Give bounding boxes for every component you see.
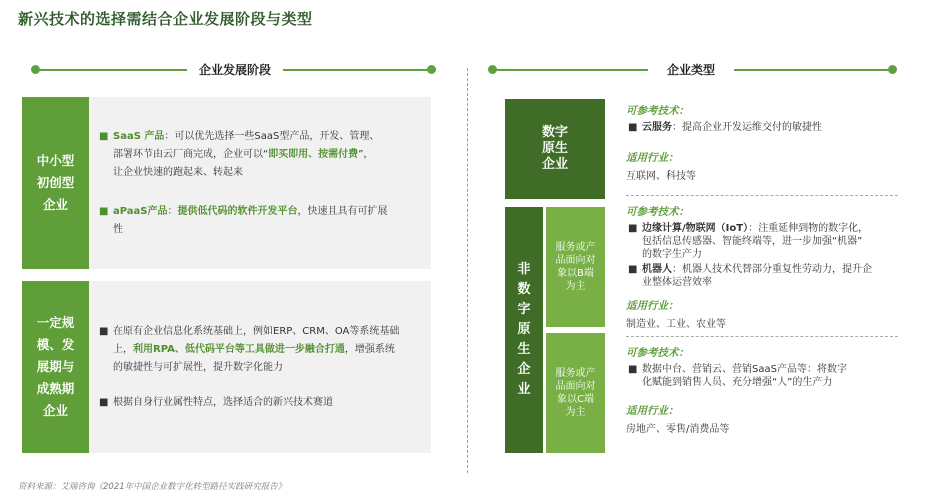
text-line bbox=[113, 359, 425, 377]
bullet-icon: ■ bbox=[99, 397, 109, 408]
type-label-char: 业 bbox=[517, 382, 531, 397]
tech-item bbox=[626, 121, 898, 134]
text-line bbox=[113, 323, 425, 341]
text-line bbox=[113, 203, 425, 221]
text-run: 上， bbox=[113, 344, 133, 355]
stage-bullet-text bbox=[113, 203, 425, 239]
industry-text: 房地产、零售/消费品等 bbox=[626, 424, 730, 435]
type-label-char: 非 bbox=[517, 262, 531, 277]
ref-tech-heading: 可参考技术： bbox=[626, 105, 689, 117]
text-highlight: 利用RPA、低代码平台等工具做进一步融合打通 bbox=[133, 344, 345, 355]
bullet-icon: ■ bbox=[99, 131, 109, 142]
bullet-icon: ■ bbox=[99, 206, 109, 217]
text-run: 在原有企业信息化系统基础上，例如ERP、CRM、OA等系统基础 bbox=[113, 326, 400, 337]
type-label-line: 原生 bbox=[541, 141, 568, 156]
stage-label-line: 成熟期 bbox=[36, 381, 75, 396]
text-line bbox=[642, 222, 898, 235]
subtype-label-line: 服务或产 bbox=[555, 242, 596, 253]
type-non-digital-native bbox=[505, 207, 543, 453]
text-run: ”， bbox=[358, 149, 374, 160]
tech-item-name: 边缘计算/物联网（IoT） bbox=[642, 223, 749, 234]
text-line bbox=[642, 263, 898, 276]
text-line bbox=[113, 394, 425, 412]
type-label-line: 数字 bbox=[541, 125, 568, 140]
industry-text: 制造业、工业、农业等 bbox=[626, 319, 726, 330]
stage-label-line: 模、发 bbox=[36, 337, 75, 352]
text-line: 数据中台、营销云、营销SaaS产品等：将数字 bbox=[642, 364, 847, 375]
stage-label-line: 企业 bbox=[42, 197, 68, 212]
text-line bbox=[113, 146, 425, 164]
ref-tech-heading: 可参考技术： bbox=[626, 347, 689, 359]
bullet-icon: ■ bbox=[99, 326, 109, 337]
text-run: 的敏捷性与可扩展性，提升数字化能力 bbox=[113, 362, 283, 373]
industry-heading: 适用行业： bbox=[626, 152, 679, 164]
subtype-label-line: 象以B端 bbox=[557, 268, 594, 279]
stage-label-line: 中小型 bbox=[36, 153, 75, 168]
tech-item-desc: 注重延伸到物的数字化， bbox=[758, 223, 869, 234]
bullet-icon: ■ bbox=[628, 223, 638, 234]
tech-item-name: 云服务 bbox=[642, 122, 672, 133]
section-line-dot-icon bbox=[888, 65, 897, 74]
colon: ： bbox=[672, 264, 682, 275]
tech-item-desc: 提高企业开发运维交付的敏捷性 bbox=[682, 122, 822, 133]
bullet-icon: ■ bbox=[628, 264, 638, 275]
text-run: ，增强系统 bbox=[344, 344, 395, 355]
page-title: 新兴技术的选择需结合企业发展阶段与类型 bbox=[18, 10, 313, 28]
subtype-label-line: 象以C端 bbox=[557, 394, 594, 405]
text-line bbox=[113, 128, 425, 146]
tech-item-desc: 机器人技术代替部分重复性劳动力，提升企 bbox=[682, 264, 872, 275]
tech-block-b-end bbox=[626, 206, 898, 331]
section-divider bbox=[467, 68, 468, 473]
tech-item bbox=[626, 222, 898, 261]
stage-label-line: 展期与 bbox=[36, 359, 75, 374]
stage-label-line: 初创型 bbox=[36, 175, 75, 190]
stage-label-startup bbox=[22, 97, 89, 269]
type-label-line: 企业 bbox=[541, 157, 568, 172]
type-label-char: 生 bbox=[517, 342, 531, 357]
bullet-icon: ■ bbox=[628, 122, 638, 133]
subtype-c-end bbox=[546, 333, 605, 453]
type-label-char: 字 bbox=[517, 302, 531, 317]
tech-item-name: 机器人 bbox=[642, 264, 672, 275]
subtype-label-line: 品面向对 bbox=[555, 255, 596, 266]
text-run: ：可以优先选择一些SaaS型产品，开发、管理、 bbox=[164, 131, 380, 142]
stage-label-line: 企业 bbox=[42, 403, 68, 418]
text-highlight: SaaS 产品 bbox=[113, 131, 165, 142]
text-run: ： bbox=[167, 206, 178, 217]
industry-text: 互联网、科技等 bbox=[626, 171, 696, 182]
text-highlight: 提供低代码的软件开发平台 bbox=[177, 206, 298, 217]
subtype-label-line: 服务或产 bbox=[555, 368, 596, 379]
tech-item bbox=[626, 363, 898, 389]
block-separator bbox=[626, 195, 898, 196]
stage-label-mature bbox=[22, 281, 89, 453]
text-run: ，快速且具有可扩展 bbox=[297, 206, 388, 217]
type-label-char: 原 bbox=[517, 322, 531, 337]
stage-panel-mature bbox=[89, 281, 431, 453]
block-separator bbox=[626, 336, 898, 337]
industry-heading: 适用行业： bbox=[626, 300, 679, 312]
ref-tech-heading: 可参考技术： bbox=[626, 206, 689, 218]
right-section-heading: 企业类型 bbox=[648, 61, 734, 78]
text-run: 部署环节由云厂商完成，企业可以“ bbox=[113, 149, 269, 160]
section-line-dot-icon bbox=[427, 65, 436, 74]
colon: ： bbox=[672, 122, 682, 133]
text-line bbox=[113, 341, 425, 359]
subtype-b-end bbox=[546, 207, 605, 327]
stage-label-line: 一定规 bbox=[36, 315, 75, 330]
source-footnote: 资料来源：艾瑞咨询《2021年中国企业数字化转型路径实践研究报告》 bbox=[18, 482, 287, 492]
text-run: 根据自身行业属性特点，选择适合的新兴技术赛道 bbox=[113, 397, 333, 408]
text-line: 化赋能到销售人员、充分增强“人”的生产力 bbox=[642, 377, 833, 388]
subtype-label-line: 品面向对 bbox=[555, 381, 596, 392]
text-run: 让企业快速的跑起来、转起来 bbox=[113, 167, 243, 178]
text-highlight: 即买即用、按需付费 bbox=[268, 149, 359, 160]
text-line: 的数字生产力 bbox=[642, 249, 702, 260]
subtype-label-line: 为主 bbox=[565, 281, 586, 292]
text-line: 包括信息传感器、智能终端等，进一步加强“机器” bbox=[642, 236, 863, 247]
stage-bullet-text bbox=[113, 394, 425, 412]
stage-bullet-text bbox=[113, 323, 425, 377]
left-section-heading: 企业发展阶段 bbox=[187, 61, 283, 78]
bullet-icon: ■ bbox=[628, 364, 638, 375]
text-highlight: aPaaS产品 bbox=[113, 206, 168, 217]
industry-heading: 适用行业： bbox=[626, 405, 679, 417]
text-line bbox=[113, 221, 425, 239]
type-digital-native bbox=[505, 99, 605, 199]
tech-item bbox=[626, 263, 898, 289]
text-line bbox=[113, 164, 425, 182]
text-run: 性 bbox=[113, 224, 123, 235]
text-line: 业整体运营效率 bbox=[642, 277, 712, 288]
tech-block-digital bbox=[626, 105, 898, 183]
colon: ： bbox=[748, 223, 759, 234]
tech-block-c-end bbox=[626, 347, 898, 436]
type-label-char: 企 bbox=[517, 362, 531, 377]
stage-panel-startup bbox=[89, 97, 431, 269]
type-label-char: 数 bbox=[517, 282, 531, 297]
stage-bullet-text bbox=[113, 128, 425, 182]
subtype-label-line: 为主 bbox=[565, 407, 586, 418]
